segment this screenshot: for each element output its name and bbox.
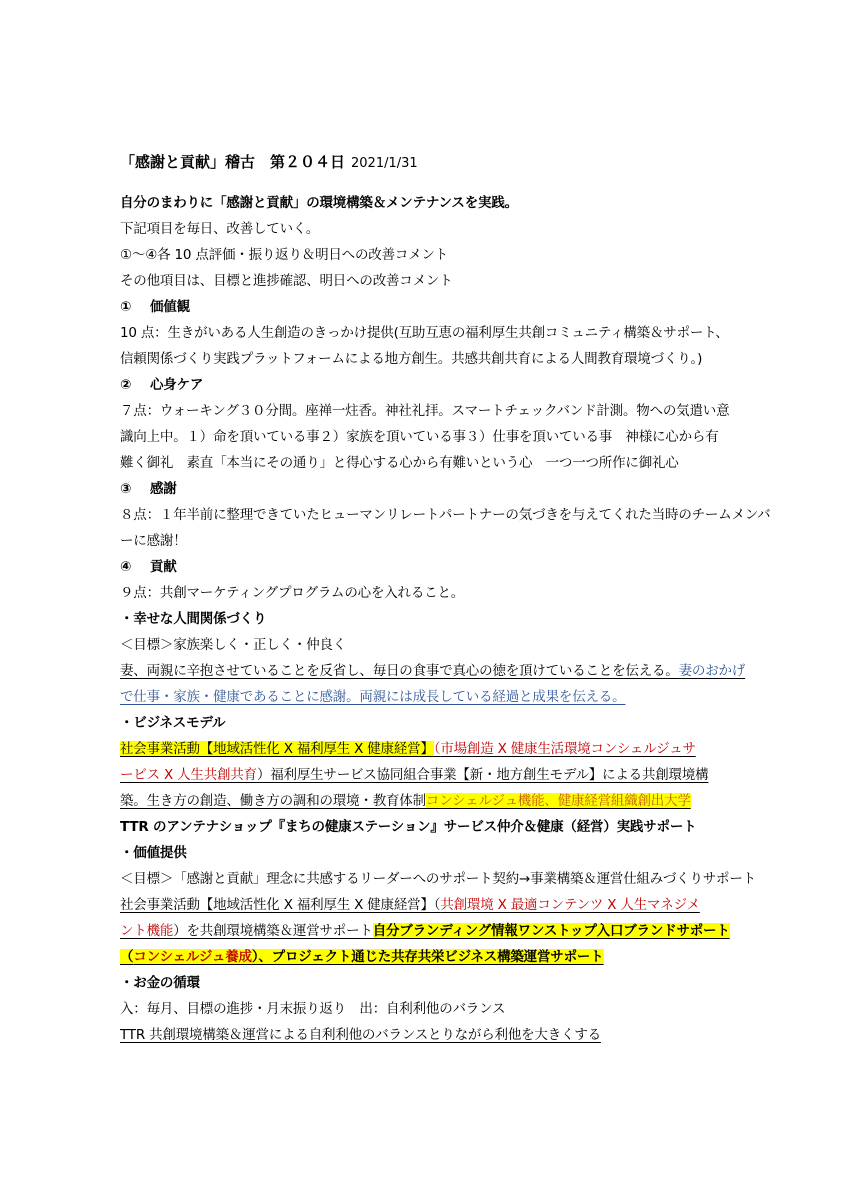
section-2-line-2: 識向上中。１）命を頂いている事２）家族を頂いている事３）仕事を頂いている事 神様に心から有 xyxy=(120,429,719,445)
section-1-line-1: 10 点：生きがいある人生創造のきっかけ提供(互助互恵の福利厚生共創コミュニティ構築＆サポート、 xyxy=(120,325,729,341)
business-line-3-text: 築。生き方の創造、働き方の調和の環境・教育体制 xyxy=(120,793,426,809)
value-line-1-text: 社会事業活動【地域活性化 X 福利厚生 X 健康経営】（ xyxy=(120,897,441,913)
intro-line-1: 自分のまわりに「感謝と貢献」の環境構築＆メンテナンスを実践。 xyxy=(120,195,518,211)
value-line-1-red: 共創環境 X 最適コンテンツ X 人生マネジメ xyxy=(440,897,700,913)
section-1-number: ① xyxy=(120,299,132,315)
section-3-line-1: ８点：１年半前に整理できていたヒューマンリレートパートナーの気づきを与えてくれた当時のチームメンバ xyxy=(120,507,771,523)
section-2-number: ② xyxy=(120,377,132,393)
value-line-2 xyxy=(120,918,740,944)
section-2-line-3: 難く御礼 素直「本当にその通り」と得心する心から有難いという心 一つ一つ所作に御礼心 xyxy=(120,455,679,471)
document-body xyxy=(120,150,771,1048)
value-line-3-red: コンシェルジュ養成 xyxy=(133,949,252,965)
section-4-line-1: ９点：共創マーケティングプログラムの心を入れること。 xyxy=(120,585,465,601)
value-provision-heading: ・価値提供 xyxy=(120,845,187,861)
value-line-2-red: ント機能 xyxy=(120,923,174,939)
intro-line-4: その他項目は、目標と進捗確認、明日への改善コメント xyxy=(120,273,453,289)
page-title xyxy=(120,150,740,176)
section-3-number: ③ xyxy=(120,481,132,497)
section-1-line-2: 信頼関係づくり実践プラットフォームによる地方創生。共感共創共育による人間教育環境づくり。) xyxy=(120,351,703,367)
money-cycle-heading: ・お金の循環 xyxy=(120,975,200,991)
relationship-line-2: で仕事・家族・健康であることに感謝。両親には成長している経過と成果を伝える。 xyxy=(120,689,626,705)
section-3-title: 感謝 xyxy=(150,481,177,497)
value-line-2-text: ）を共創環境構築＆運営サポート xyxy=(173,923,373,939)
business-line-1-paren: （ xyxy=(433,741,441,757)
section-4-number: ④ xyxy=(120,559,132,575)
section-2-line-1: ７点：ウォーキング３０分間。座禅一炷香。神社礼拝。スマートチェックバンド計測。物への気遣い意 xyxy=(120,403,730,419)
value-line-3 xyxy=(120,944,740,970)
section-2-title: 心身ケア xyxy=(150,377,204,393)
relationship-heading: ・幸せな人間関係づくり xyxy=(120,611,267,627)
value-line-1 xyxy=(120,892,740,918)
section-3-heading xyxy=(120,476,740,502)
value-line-2-highlight: 自分ブランディング情報ワンストップ入口ブランドサポート xyxy=(372,923,730,939)
business-line-2-red: ービス X 人生共創共育 xyxy=(120,767,257,783)
money-line-2: TTR 共創環境構築＆運営による自利利他のバランスとりながら利他を大きくする xyxy=(120,1027,601,1043)
section-4-title: 貢献 xyxy=(150,559,177,575)
value-line-3-paren-open: （ xyxy=(120,949,134,965)
business-line-3-highlight: コンシェルジュ機能、健康経営組織創出大学 xyxy=(425,793,691,809)
intro-line-3: ①～④各 10 点評価・振り返り＆明日への改善コメント xyxy=(120,247,449,263)
title-date: 2021/1/31 xyxy=(351,156,418,171)
section-1-heading xyxy=(120,294,740,320)
value-goal: ＜目標＞「感謝と貢献」理念に共感するリーダーへのサポート契約→事業構築＆運営仕組みづくりサポート xyxy=(120,871,756,887)
intro-line-2: 下記項目を毎日、改善していく。 xyxy=(120,221,320,237)
money-line-1: 入：毎月、目標の進捗・月末振り返り 出：自利利他のバランス xyxy=(120,1001,506,1017)
business-line-1-highlight: 社会事業活動【地域活性化 X 福利厚生 X 健康経営】 xyxy=(120,741,434,757)
section-3-line-2: ーに感謝！ xyxy=(120,533,187,549)
relationship-line-1-blue: 妻のおかげ xyxy=(678,663,746,679)
relationship-goal: ＜目標＞家族楽しく・正しく・仲良く xyxy=(120,637,347,653)
value-line-3-highlight: ）、プロジェクト通じた共存共栄ビジネス構築運営サポート xyxy=(251,949,604,965)
title-text: 「感謝と貢献」稽古 第２０４日 xyxy=(120,153,346,171)
business-line-2 xyxy=(120,762,740,788)
business-line-1 xyxy=(120,736,740,762)
business-line-4: TTR のアンテナショップ『まちの健康ステーション』サービス仲介＆健康（経営）実践サポート xyxy=(120,819,697,835)
relationship-line-1-text: 妻、両親に辛抱させていることを反省し、毎日の食事で真心の徳を頂けていることを伝える。 xyxy=(120,663,679,679)
section-4-heading xyxy=(120,554,740,580)
section-1-title: 価値観 xyxy=(150,299,190,315)
section-2-heading xyxy=(120,372,740,398)
business-line-2-text: ）福利厚生サービス協同組合事業【新・地方創生モデル】による共創環境構 xyxy=(256,767,709,783)
business-line-1-red: 市場創造 X 健康生活環境コンシェルジュサ xyxy=(440,741,696,757)
business-line-3 xyxy=(120,788,740,814)
relationship-line-1 xyxy=(120,658,746,684)
business-model-heading: ・ビジネスモデル xyxy=(120,715,226,731)
